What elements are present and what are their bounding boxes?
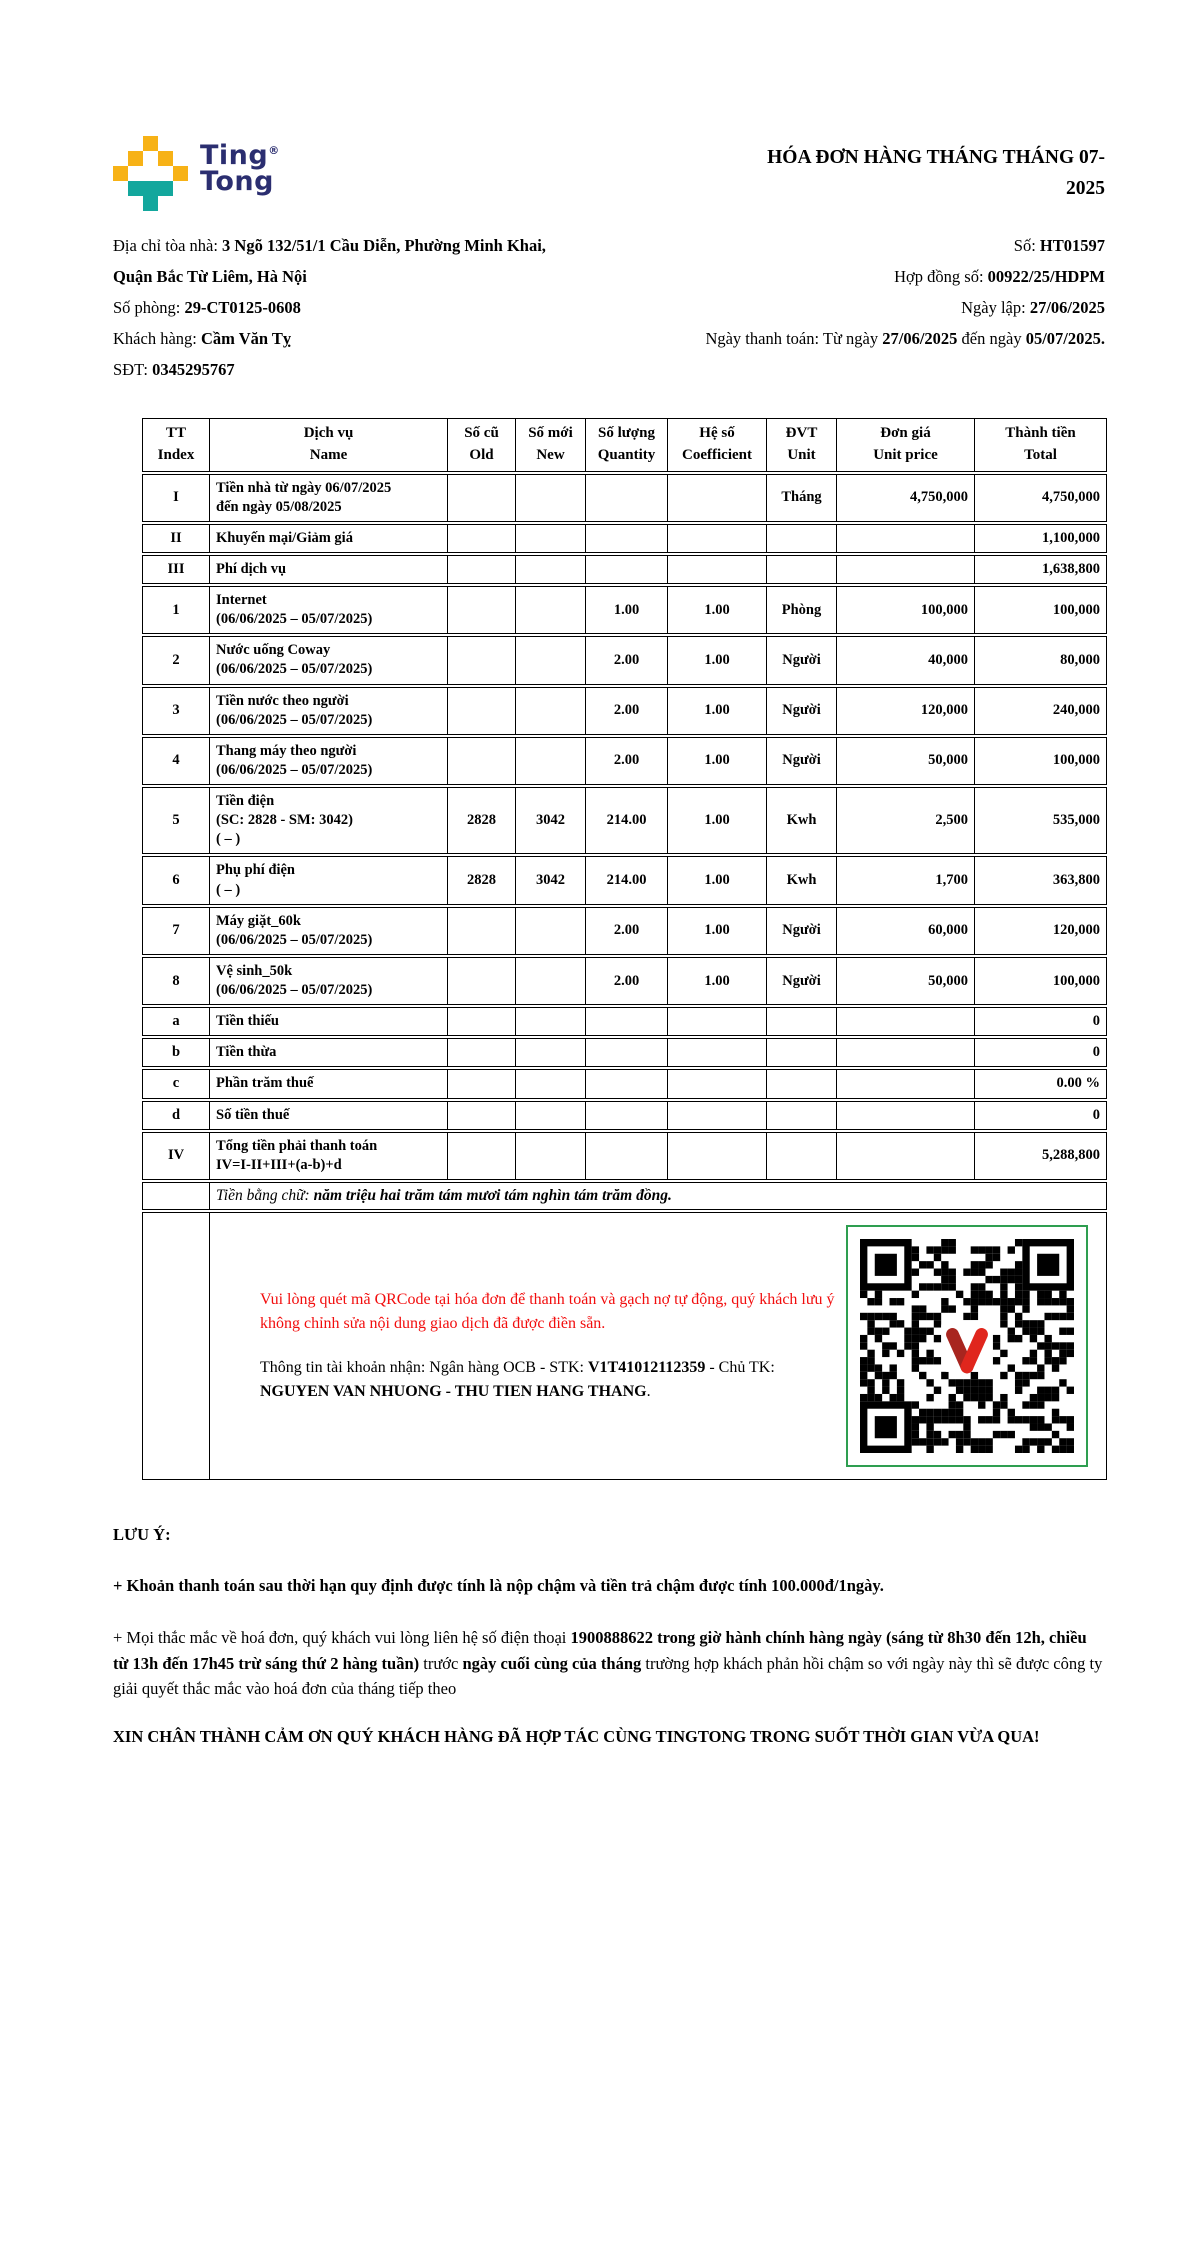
cell-index: b <box>142 1038 210 1067</box>
payment-date-line: Ngày thanh toán: Từ ngày 27/06/2025 đến ngày 05/07/2025. <box>705 329 1105 348</box>
header-unit: ĐVT Unit <box>767 418 837 472</box>
district-line <box>113 268 546 286</box>
cell-coefficient: 1.00 <box>668 687 767 735</box>
cell-unit-price: 4,750,000 <box>837 474 975 522</box>
logo-word-ting: Ting <box>200 140 269 171</box>
cell-service-name: Nước uống Coway (06/06/2025 – 05/07/2025) <box>210 636 448 684</box>
cell-new-reading <box>516 687 586 735</box>
cell-unit-price: 50,000 <box>837 737 975 785</box>
contract-number-label: Hợp đồng số: <box>894 267 988 286</box>
cell-old-reading <box>448 957 516 1005</box>
invoice-table-body <box>142 474 1107 1180</box>
cell-service-name: Tiền nhà từ ngày 06/07/2025 đến ngày 05/08/2025 <box>210 474 448 522</box>
customer-label: Khách hàng: <box>113 329 201 348</box>
cell-index: 3 <box>142 687 210 735</box>
invoice-number-line <box>705 237 1105 255</box>
cell-coefficient <box>668 1038 767 1067</box>
cell-quantity <box>586 1101 668 1130</box>
qr-code-frame <box>846 1225 1088 1467</box>
logo-wordmark <box>200 138 280 195</box>
qr-row <box>142 1212 1107 1480</box>
room-number-line <box>113 299 546 317</box>
header-coefficient: Hệ số Coefficient <box>668 418 767 472</box>
cell-index: 6 <box>142 856 210 904</box>
logo-word-tong: Tong <box>200 166 274 197</box>
cell-service-name: Phần trăm thuế <box>210 1069 448 1098</box>
cell-index: d <box>142 1101 210 1130</box>
table-row <box>142 687 1107 735</box>
page-title-line1: HÓA ĐƠN HÀNG THÁNG THÁNG 07- <box>767 147 1105 168</box>
cell-unit: Người <box>767 737 837 785</box>
cell-index <box>142 1182 210 1210</box>
cell-service-name: Khuyến mại/Giảm giá <box>210 524 448 553</box>
cell-total: 120,000 <box>975 907 1107 955</box>
cell-coefficient: 1.00 <box>668 856 767 904</box>
cell-service-name: Phụ phí điện ( – ) <box>210 856 448 904</box>
cell-coefficient: 1.00 <box>668 586 767 634</box>
cell-index: 8 <box>142 957 210 1005</box>
cell-new-reading <box>516 737 586 785</box>
cell-old-reading: 2828 <box>448 787 516 854</box>
cell-unit-price <box>837 1101 975 1130</box>
cell-quantity <box>586 524 668 553</box>
account-info: Thông tin tài khoản nhận: Ngân hàng OCB - STK: V1T41012112359 - Chủ TK: NGUYEN VAN NHUONG - THU TIEN HANG THANG. <box>260 1358 775 1400</box>
cell-coefficient <box>668 1101 767 1130</box>
header-quantity: Số lượng Quantity <box>586 418 668 472</box>
table-row <box>142 1038 1107 1067</box>
cell-index: 4 <box>142 737 210 785</box>
cell-index: 7 <box>142 907 210 955</box>
cell-total: 0.00 % <box>975 1069 1107 1098</box>
cell-coefficient <box>668 1069 767 1098</box>
cell-new-reading <box>516 586 586 634</box>
cell-coefficient <box>668 524 767 553</box>
building-address-value: 3 Ngõ 132/51/1 Cầu Diễn, Phường Minh Khai, <box>222 236 546 255</box>
cell-unit-price: 120,000 <box>837 687 975 735</box>
cell-unit-price: 50,000 <box>837 957 975 1005</box>
cell-unit-price <box>837 1132 975 1180</box>
page-title <box>635 142 1105 211</box>
cell-old-reading <box>448 1132 516 1180</box>
invoice-info-right <box>705 237 1105 392</box>
cell-index: c <box>142 1069 210 1098</box>
phone-label: SĐT: <box>113 360 153 379</box>
table-row <box>142 474 1107 522</box>
cell-unit: Tháng <box>767 474 837 522</box>
cell-total: 100,000 <box>975 737 1107 785</box>
cell-quantity <box>586 1132 668 1180</box>
cell-unit <box>767 1101 837 1130</box>
table-row <box>142 1132 1107 1180</box>
cell-new-reading: 3042 <box>516 856 586 904</box>
issue-date-value: 27/06/2025 <box>1029 298 1105 317</box>
cell-unit-price <box>837 1038 975 1067</box>
tingtong-logo <box>113 136 280 211</box>
cell-quantity: 2.00 <box>586 687 668 735</box>
table-row <box>142 907 1107 955</box>
cell-old-reading <box>448 636 516 684</box>
invoice-number-value: HT01597 <box>1039 236 1105 255</box>
building-address-line <box>113 237 546 255</box>
cell-quantity <box>586 1069 668 1098</box>
cell-new-reading: 3042 <box>516 787 586 854</box>
thanks-message: XIN CHÂN THÀNH CẢM ƠN QUÝ KHÁCH HÀNG ĐÃ HỢP TÁC CÙNG TINGTONG TRONG SUỐT THỜI GIAN VỪA QUA! <box>113 1726 1040 1746</box>
cell-total: 0 <box>975 1007 1107 1036</box>
cell-unit: Người <box>767 957 837 1005</box>
qr-red-note: Vui lòng quét mã QRCode tại hóa đơn để thanh toán và gạch nợ tự động, quý khách lưu ý không chỉnh sửa nội dung giao dịch đã được điền sẵn. <box>260 1290 835 1332</box>
issue-date-line <box>705 299 1105 317</box>
cell-old-reading <box>448 555 516 584</box>
cell-quantity <box>586 1007 668 1036</box>
tingtong-logo-icon <box>113 136 188 211</box>
hotline-note: + Mọi thắc mắc về hoá đơn, quý khách vui lòng liên hệ số điện thoại 1900888622 trong giờ hành chính hàng ngày (sáng từ 8h30 đến 12h, chiều từ 13h đến 17h45 trừ sáng thứ 2 hàng tuần) trước ngày cuối cùng của tháng trường hợp khách phản hồi chậm so với ngày này thì sẽ được công ty giải quyết thắc mắc vào hoá đơn của tháng tiếp theo <box>113 1628 1103 1699</box>
cell-coefficient: 1.00 <box>668 636 767 684</box>
cell-index: 1 <box>142 586 210 634</box>
cell-new-reading <box>516 907 586 955</box>
cell-total: 240,000 <box>975 687 1107 735</box>
cell-total: 535,000 <box>975 787 1107 854</box>
cell-service-name: Vệ sinh_50k (06/06/2025 – 05/07/2025) <box>210 957 448 1005</box>
cell-unit <box>767 1132 837 1180</box>
cell-old-reading <box>448 524 516 553</box>
cell-quantity <box>586 1038 668 1067</box>
room-number-value: 29-CT0125-0608 <box>184 298 301 317</box>
header-unit-price: Đơn giá Unit price <box>837 418 975 472</box>
cell-quantity: 214.00 <box>586 856 668 904</box>
header-service: Dịch vụ Name <box>210 418 448 472</box>
cell-coefficient <box>668 474 767 522</box>
invoice-info <box>0 211 1200 392</box>
cell-unit <box>767 524 837 553</box>
cell-unit-price <box>837 1007 975 1036</box>
qr-code <box>860 1239 1074 1453</box>
table-row <box>142 787 1107 854</box>
cell-coefficient: 1.00 <box>668 907 767 955</box>
late-payment-note: + Khoản thanh toán sau thời hạn quy định được tính là nộp chậm và tiền trả chậm được tính 100.000đ/1ngày. <box>113 1576 884 1596</box>
cell-quantity <box>586 474 668 522</box>
table-row <box>142 856 1107 904</box>
amount-in-words-row <box>142 1182 1107 1210</box>
cell-old-reading: 2828 <box>448 856 516 904</box>
header-new: Số mới New <box>516 418 586 472</box>
cell-unit-price: 1,700 <box>837 856 975 904</box>
invoice-table-head <box>142 418 1107 472</box>
cell-new-reading <box>516 957 586 1005</box>
cell-old-reading <box>448 737 516 785</box>
cell-index: I <box>142 474 210 522</box>
cell-new-reading <box>516 1069 586 1098</box>
table-row <box>142 957 1107 1005</box>
table-row <box>142 1069 1107 1098</box>
table-row <box>142 524 1107 553</box>
footer-notes <box>0 1482 1200 1749</box>
cell-old-reading <box>448 687 516 735</box>
cell-total: 100,000 <box>975 586 1107 634</box>
cell-new-reading <box>516 1007 586 1036</box>
header <box>0 0 1200 211</box>
cell-unit: Kwh <box>767 787 837 854</box>
cell-unit <box>767 1069 837 1098</box>
cell-quantity: 1.00 <box>586 586 668 634</box>
cell-coefficient <box>668 555 767 584</box>
qr-payment-cell <box>210 1212 1107 1480</box>
amount-in-words: Tiền bằng chữ: năm triệu hai trăm tám mươi tám nghìn tám trăm đồng. <box>210 1182 1107 1210</box>
cell-coefficient: 1.00 <box>668 957 767 1005</box>
cell-service-name: Tiền điện (SC: 2828 - SM: 3042) ( – ) <box>210 787 448 854</box>
cell-service-name: Tiền thừa <box>210 1038 448 1067</box>
cell-coefficient <box>668 1007 767 1036</box>
cell-service-name: Thang máy theo người (06/06/2025 – 05/07/2025) <box>210 737 448 785</box>
table-row <box>142 636 1107 684</box>
cell-index: III <box>142 555 210 584</box>
cell-coefficient: 1.00 <box>668 787 767 854</box>
cell-coefficient <box>668 1132 767 1180</box>
cell-total: 1,100,000 <box>975 524 1107 553</box>
cell-index <box>142 1212 210 1480</box>
cell-old-reading <box>448 1007 516 1036</box>
cell-old-reading <box>448 907 516 955</box>
cell-new-reading <box>516 1132 586 1180</box>
cell-quantity <box>586 555 668 584</box>
issue-date-label: Ngày lập: <box>961 298 1030 317</box>
cell-unit: Người <box>767 636 837 684</box>
registered-mark-icon: ® <box>268 144 280 157</box>
cell-old-reading <box>448 1101 516 1130</box>
cell-new-reading <box>516 1038 586 1067</box>
cell-new-reading <box>516 1101 586 1130</box>
table-row <box>142 1101 1107 1130</box>
cell-quantity: 2.00 <box>586 636 668 684</box>
cell-service-name: Tiền thiếu <box>210 1007 448 1036</box>
cell-service-name: Máy giặt_60k (06/06/2025 – 05/07/2025) <box>210 907 448 955</box>
table-row <box>142 1007 1107 1036</box>
cell-old-reading <box>448 1038 516 1067</box>
cell-unit-price: 60,000 <box>837 907 975 955</box>
cell-service-name: Số tiền thuế <box>210 1101 448 1130</box>
cell-total: 5,288,800 <box>975 1132 1107 1180</box>
customer-value: Cầm Văn Tỵ <box>200 329 292 348</box>
invoice-table <box>142 416 1107 1482</box>
contract-number-value: 00922/25/HDPM <box>987 267 1105 286</box>
cell-old-reading <box>448 1069 516 1098</box>
cell-quantity: 2.00 <box>586 957 668 1005</box>
invoice-info-left <box>113 237 546 392</box>
cell-unit: Kwh <box>767 856 837 904</box>
cell-unit: Phòng <box>767 586 837 634</box>
invoice-table-footer <box>142 1182 1107 1480</box>
cell-service-name: Phí dịch vụ <box>210 555 448 584</box>
phone-value: 0345295767 <box>152 360 235 379</box>
phone-line <box>113 361 546 379</box>
building-address-label: Địa chỉ tòa nhà: <box>113 236 223 255</box>
cell-total: 1,638,800 <box>975 555 1107 584</box>
cell-unit: Người <box>767 907 837 955</box>
cell-total: 80,000 <box>975 636 1107 684</box>
cell-new-reading <box>516 474 586 522</box>
customer-line <box>113 330 546 348</box>
cell-coefficient: 1.00 <box>668 737 767 785</box>
contract-number-line <box>705 268 1105 286</box>
cell-unit-price <box>837 1069 975 1098</box>
cell-unit <box>767 1007 837 1036</box>
cell-service-name: Tổng tiền phải thanh toán IV=I-II+III+(a-b)+d <box>210 1132 448 1180</box>
cell-unit-price: 40,000 <box>837 636 975 684</box>
cell-new-reading <box>516 555 586 584</box>
cell-total: 100,000 <box>975 957 1107 1005</box>
cell-old-reading <box>448 586 516 634</box>
cell-total: 0 <box>975 1038 1107 1067</box>
table-row <box>142 737 1107 785</box>
cell-index: II <box>142 524 210 553</box>
cell-unit-price: 100,000 <box>837 586 975 634</box>
header-old: Số cũ Old <box>448 418 516 472</box>
header-index: TT Index <box>142 418 210 472</box>
cell-service-name: Internet (06/06/2025 – 05/07/2025) <box>210 586 448 634</box>
cell-old-reading <box>448 474 516 522</box>
cell-quantity: 2.00 <box>586 907 668 955</box>
notes-heading: LƯU Ý: <box>113 1524 171 1544</box>
table-header-row <box>142 418 1107 472</box>
cell-total: 363,800 <box>975 856 1107 904</box>
header-total: Thành tiền Total <box>975 418 1107 472</box>
cell-unit-price: 2,500 <box>837 787 975 854</box>
district-value: Quận Bắc Từ Liêm, Hà Nội <box>113 267 307 286</box>
cell-index: 2 <box>142 636 210 684</box>
cell-total: 0 <box>975 1101 1107 1130</box>
cell-total: 4,750,000 <box>975 474 1107 522</box>
cell-unit-price <box>837 524 975 553</box>
page-title-line2: 2025 <box>1066 178 1105 200</box>
cell-index: 5 <box>142 787 210 854</box>
cell-quantity: 214.00 <box>586 787 668 854</box>
cell-new-reading <box>516 636 586 684</box>
table-row <box>142 555 1107 584</box>
cell-index: a <box>142 1007 210 1036</box>
table-row <box>142 586 1107 634</box>
cell-service-name: Tiền nước theo người (06/06/2025 – 05/07/2025) <box>210 687 448 735</box>
cell-index: IV <box>142 1132 210 1180</box>
cell-quantity: 2.00 <box>586 737 668 785</box>
cell-new-reading <box>516 524 586 553</box>
invoice-number-label: Số: <box>1013 236 1040 255</box>
qr-instructions <box>260 1288 845 1404</box>
cell-unit-price <box>837 555 975 584</box>
cell-unit <box>767 1038 837 1067</box>
cell-unit <box>767 555 837 584</box>
cell-unit: Người <box>767 687 837 735</box>
room-number-label: Số phòng: <box>113 298 185 317</box>
